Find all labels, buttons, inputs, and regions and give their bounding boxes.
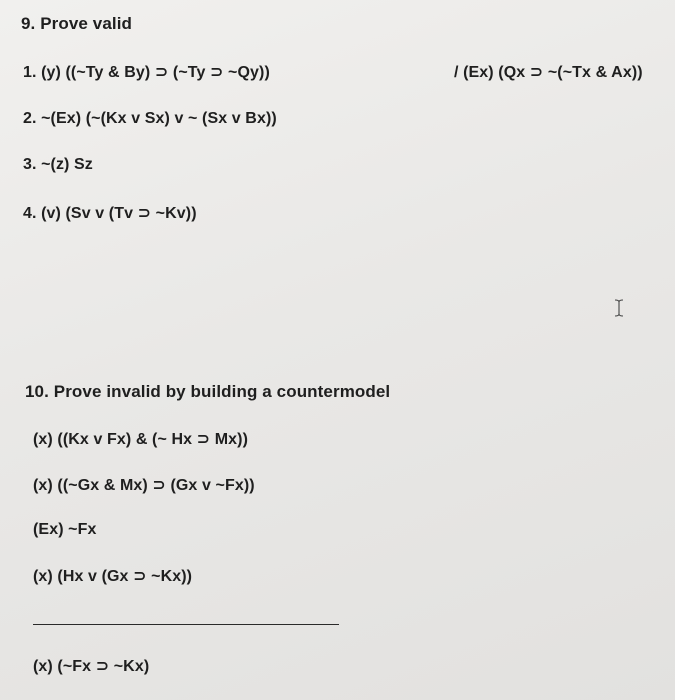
problem-9-premise-4: 4. (v) (Sv v (Tv ⊃ ~Kv)) bbox=[23, 205, 197, 222]
problem-9-conclusion: / (Ex) (Qx ⊃ ~(~Tx & Ax)) bbox=[454, 64, 643, 81]
problem-10-conclusion: (x) (~Fx ⊃ ~Kx) bbox=[33, 658, 150, 675]
premise-1-text: 1. (y) ((~Ty & By) ⊃ (~Ty ⊃ ~Qy)) bbox=[23, 64, 270, 81]
problem-9-premise-3: 3. ~(z) Sz bbox=[23, 156, 93, 173]
text-cursor-icon bbox=[614, 299, 624, 317]
problem-9-title: 9. Prove valid bbox=[21, 14, 133, 33]
problem-10-premise-3: (Ex) ~Fx bbox=[33, 521, 97, 538]
problem-9-premise-2: 2. ~(Ex) (~(Kx v Sx) v ~ (Sx v Bx)) bbox=[23, 110, 277, 127]
problem-10-premise-1: (x) ((Kx v Fx) & (~ Hx ⊃ Mx)) bbox=[33, 431, 248, 448]
problem-9-premise-1 bbox=[23, 62, 270, 82]
problem-10-premise-4: (x) (Hx v (Gx ⊃ ~Kx)) bbox=[33, 568, 193, 585]
problem-10-premise-2: (x) ((~Gx & Mx) ⊃ (Gx v ~Fx)) bbox=[33, 477, 255, 494]
problem-10-title: 10. Prove invalid by building a countermodel bbox=[25, 382, 391, 401]
separator-line bbox=[33, 624, 339, 625]
